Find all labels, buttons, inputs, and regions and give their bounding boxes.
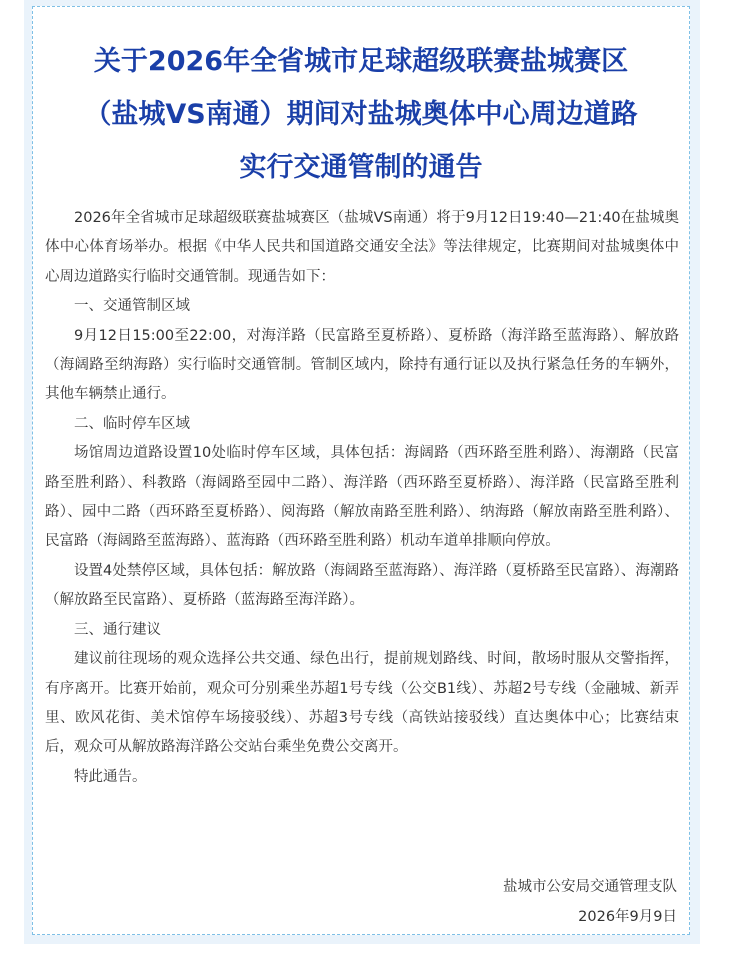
title-line-2: （盐城VS南通）期间对盐城奥体中心周边道路 [84, 99, 638, 130]
signature-date: 2026年9月9日 [578, 909, 677, 925]
control-area-paragraph: 9月12日15:00至22:00，对海洋路（民富路至夏桥路）、夏桥路（海洋路至蓝海路）、解放路（海阔路至纳海路）实行临时交通管制。管制区域内，除持有通行证以及执行紧急任务的车辆外，其他车辆禁止通行。 [45, 327, 679, 403]
section-heading-control-area: 一、交通管制区域 [74, 298, 190, 315]
travel-advice-paragraph: 建议前往现场的观众选择公共交通、绿色出行，提前规划路线、时间，散场时服从交警指挥，有序离开。比赛开始前，观众可分别乘坐苏超1号专线（公交B1线）、苏超2号专线（金融城、新弄里、欧风花街、美术馆停车场接驳线）、苏超3号专线（高铁站接驳线）直达奥体中心；比赛结束后，观众可从解放路海洋路公交站台乘坐免费公交离开。 [45, 651, 679, 756]
notice-body [45, 204, 679, 792]
signature-org: 盐城市公安局交通管理支队 [503, 879, 677, 895]
section-heading-parking-area: 二、临时停车区域 [74, 415, 190, 432]
notice-panel [24, 0, 700, 944]
title-line-3: 实行交通管制的通告 [239, 152, 483, 183]
dashed-border-frame [32, 6, 690, 935]
section-heading-travel-advice: 三、通行建议 [74, 621, 161, 638]
notice-title [33, 35, 689, 194]
parking-area-paragraph: 场馆周边道路设置10处临时停车区域，具体包括：海阔路（西环路至胜利路）、海潮路（民富路至胜利路）、科教路（海阔路至园中二路）、海洋路（西环路至夏桥路）、海洋路（民富路至胜利路）、园中二路（西环路至夏桥路）、阅海路（解放南路至胜利路）、纳海路（解放南路至胜利路）、民富路（海阔路至蓝海路）、蓝海路（西环路至胜利路）机动车道单排顺向停放。 [45, 445, 679, 550]
no-parking-paragraph: 设置4处禁停区域，具体包括：解放路（海阔路至蓝海路）、海洋路（夏桥路至民富路）、海潮路（解放路至民富路）、夏桥路（蓝海路至海洋路）。 [45, 562, 679, 609]
intro-paragraph: 2026年全省城市足球超级联赛盐城赛区（盐城VS南通）将于9月12日19:40—21:40在盐城奥体中心体育场举办。根据《中华人民共和国道路交通安全法》等法律规定，比赛期间对盐城奥体中心周边道路实行临时交通管制。现通告如下： [45, 210, 679, 285]
closing-paragraph: 特此通告。 [74, 768, 147, 785]
title-line-1: 关于2026年全省城市足球超级联赛盐城赛区 [93, 46, 629, 77]
